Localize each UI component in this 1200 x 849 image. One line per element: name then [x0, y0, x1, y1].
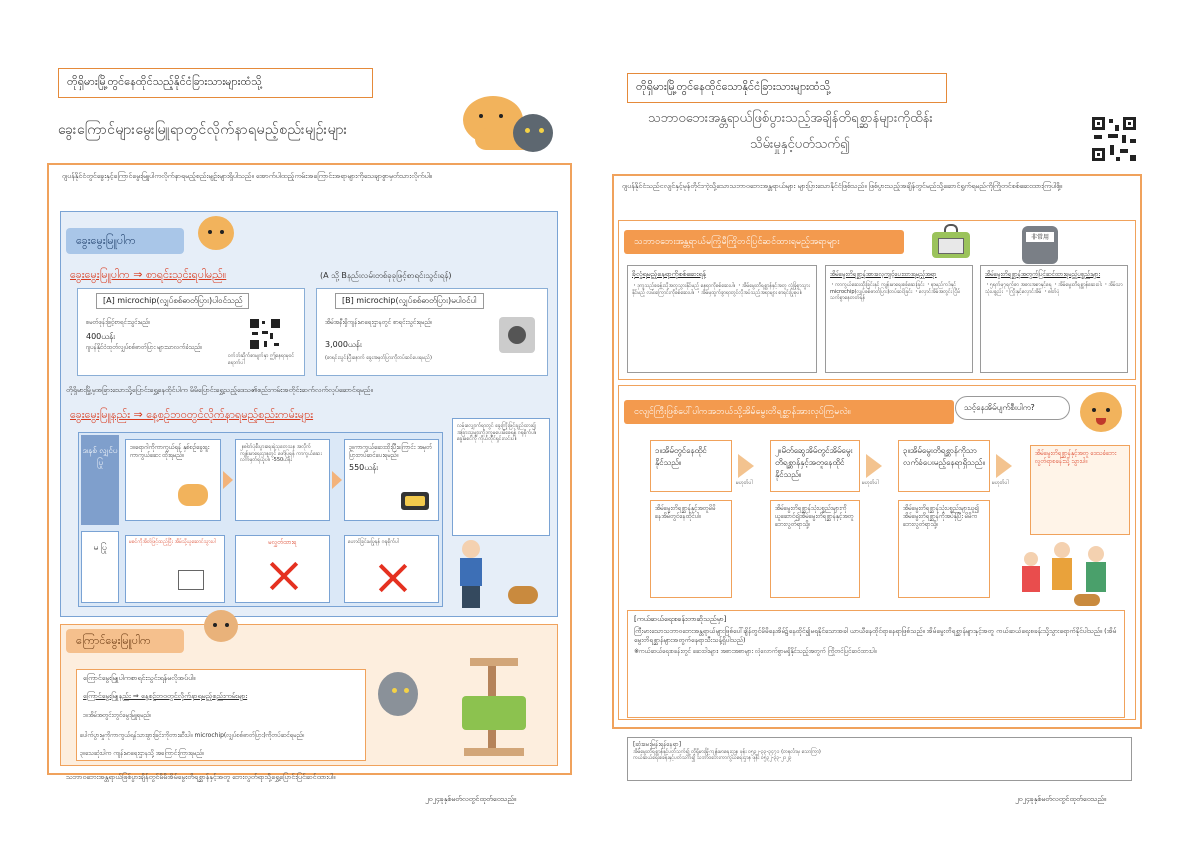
cat-line1: ကြောင်မွေးမြူပါကစာရင်းသွင်းရန်မလိုအပ်ပါ။ — [83, 674, 196, 682]
dog-rules-panel — [78, 432, 443, 607]
cat-mascot-icon — [204, 610, 238, 642]
cat-tower-illustration — [462, 648, 528, 758]
shelter-note: ※ကယ်ဆယ်ရေးစခန်းတွင် ဆေးဝါးများ၊ အစားအစာများ လုံလောက်စွာမရှိနိုင်သည့်အတွက် ကြိုတင်ပြင်ဆင်ထားပါ။ — [634, 647, 877, 655]
prep3-body: ・၅ရက်မှ၇ရက်စာ အစားအစာနှင့်ရေ ・အိမ်မွေးတိရစ္ဆာန်ဆေးဝါး ・အိမ်သာသုံးပစ္စည်း ・ကြိုးနှင့်လှောင်အိမ် ・ဓါတ်ပုံ — [985, 282, 1123, 295]
no-label: မဟုတ်ပါ — [992, 480, 1009, 486]
arrow-icon — [223, 471, 233, 489]
cat-rules-box — [76, 669, 366, 761]
dog-mascot-icon — [1080, 392, 1122, 434]
prep2-title: အိမ်မွေးတိရစ္ဆာန်အားလေ့ကျင့်ပေးထားရမည့်အရာ — [830, 271, 937, 278]
shelter-explanation-box — [627, 610, 1125, 718]
flow-step-1-body — [650, 500, 732, 598]
emergency-bag-icon — [1020, 220, 1060, 264]
flow3-body-text: အိမ်မွေးတိရစ္ဆာန်သုံးပစ္စည်းများယူ၍ အိမ်မွေးတိရစ္ဆာန်ကိုအပ်နှံပြီး မိမိကဘေးလွတ်ရာသို့။ — [903, 505, 980, 528]
left-intro-text: ဂျပန်နိုင်ငံတွင်ခွေးနှင့်ကြောင်မွေးမြူပါကလိုက်နာရမည့်စည်းမျဉ်းများရှိပါသည်။ အောက်ပါထည့်ကမ်းအကြောင်းအရာများကိုသေချာစွာမှတ်သားလိုက်ပါ။ — [62, 172, 432, 180]
step3-text: ၃။ကာကွယ်ဆေးထိုးပြီးကြောင်း အမှတ်ပြားတပ်ဆင်ပေးရမည်။ — [349, 444, 433, 459]
no-label: မဟုတ်ပါ — [862, 480, 879, 486]
right-page-title-line1: သဘာဝဘေးအန္တရာယ်ဖြစ်ပွားသည့်အချိန်တိရစ္ဆာန်များကိုထိန်း — [648, 111, 933, 126]
house-damaged-bubble: သင့်နေအိမ်ပျက်စီးပါက? — [955, 396, 1070, 420]
dont-label: မ ပြု — [81, 531, 119, 603]
right-header-tag: တိုရှိမားမြို့တွင်နေထိုင်သောနိုင်ငံခြားသားများထံသို့ — [627, 73, 947, 103]
arrow-icon — [738, 454, 754, 478]
chip-b-heading: [B] microchip(လျှပ်စစ်ဓာတ်ပြား)မပါဝင်ပါ — [335, 293, 484, 309]
walking-tip-bubble — [452, 418, 550, 536]
dog-rule-step-3 — [344, 439, 439, 521]
person-walking-dog-illustration — [458, 540, 550, 612]
emergency-label: 非常用 — [1026, 232, 1054, 242]
flow-step-3-body — [898, 500, 990, 598]
prep1-title: ခိုလှုံရမည့်နေရာကိုစစ်ဆေးရန် — [632, 270, 707, 278]
dont-rule-1 — [125, 535, 225, 603]
dont1-text: မစင်ကိုအိတ်ဖြင့်ထည့်ပြီး အိမ်သို့ယူဆောင်သွားပါ — [129, 539, 216, 545]
shelter-title: [ကယ်ဆယ်ရေးစခန်းတာဆိုသည်မှာ] — [634, 615, 727, 623]
contact-line2: ကယ်ဆယ်ရေးစခန်းနှင့်ပတ်သက်၍ သဘာဝဘေးကာကွယ်ရေးဌာန ဖုန်း ၀၅၃၂-၃၃-၂၁၂၃ — [633, 755, 792, 762]
cat-line5: ၃။သေဆုံးပါက ကျန်းမာရေးဌာနသို့ အကြောင်းကြားရမည်။ — [80, 750, 205, 757]
step1-text: ၁။ရောဂါကိုကာကွယ်ရန် နှစ်စဉ်ခွေးရူးကာကွယ်ဆေး ထိုးရမည်။ — [130, 444, 210, 459]
dont-rule-3 — [344, 535, 439, 603]
chip-a-line1: စမတ်ဖုန်းဖြင့်စာရင်းသွင်းမည်။ — [86, 319, 151, 326]
prohibited-icon — [270, 562, 298, 590]
chip-a-line2: ဂျပန်နိုင်ငံထုတ်လျှပ်စစ်ဓာတ်ပြား များသာလက်ခံသည်။ — [86, 344, 203, 351]
cat-section-header: ကြောင်မွေးမြူပါက — [66, 629, 184, 653]
prep3-title: အိမ်မွေးတိရစ္ဆာန်အတွက်ပြင်ဆင်ထားရမည့်ပစ္စည်းများ — [985, 271, 1101, 278]
chip-a-qr-note: ဝက်ဘ်ဆိုက်စာမျက်နှာ ဤနေရာမှဝင်ရောက်ပါ — [228, 353, 295, 366]
chip-b-line1: အိမ်အနီးရှိကျန်းမာရေးဌာနတွင် စာရင်းသွင်းရမည်။ — [325, 319, 433, 326]
chip-option-b — [316, 288, 548, 376]
contact-title: [ဆုံးမေးမြန်းရန်နေရာ] — [633, 741, 682, 748]
flow1-body-text: အိမ်မွေးတိရစ္ဆာန်နှင့်အတူမိမိနေအိမ်တွင်နေထိုင်ပါ။ — [655, 505, 716, 520]
dont3-text: ဟောင်ခြင်းမပြုရန် ဂရုစိုက်ပါ — [348, 539, 399, 545]
chip-a-fee: 400ယန်း — [86, 332, 116, 341]
dog-cat-illustration — [455, 88, 565, 158]
house-icon — [178, 570, 204, 590]
cat-line3: ၁။အိမ်အတွင်းတွင်မွေးမြူရမည်။ — [83, 712, 152, 719]
chip-b-line2: (စာရင်းသွင်းပြီးနောက် ခွေးအမှတ်ပြားကိုတပ်ဆင်ပေးရမည်) — [325, 355, 432, 361]
shelter-body: ကြီးမားသောသဘာဝဘေးအန္တရာယ်များဖြစ်ပေါ်ချိန်တွင်မိမိနေအိမ်၌နေထိုင်၍မရနိုင်သောအခါ ယာယီနေထိုင်ရာနေရာဖြစ်သည်။ အိမ်မွေးတိရစ္ဆာန်များနှင့်အတူ ကယ်ဆယ်ရေးစခန်းသို့သွားရောက်နိုင်ပါသည်။ (အိမ်မွေးတိရစ္ဆာန်များအတွက်နေရာသီးသန့်ရှိပါသည်) — [634, 627, 1117, 644]
flow-step-2-head: ၂။မိတ်ဆွေအိမ်တွင်အိမ်မွေးတိရစ္ဆာန်နှင့်အတူနေထိုင်နိုင်သည်။ — [770, 440, 860, 492]
no-label: မဟုတ်ပါ — [736, 480, 753, 486]
earthquake-flow-header: ငလျင်ကြီးဖြစ်ပေါ်ပါကအဘယ်သို့အိမ်မွေးတိရစ္ဆာန်အားလုပ်ကြမလဲ။ — [624, 400, 954, 424]
dog-mascot-icon — [198, 216, 234, 252]
dog-rule-step-2 — [235, 439, 330, 521]
flow-step-3-head: ၃။အိမ်မွေးတိရစ္ဆာန်ကိုသာလက်ခံပေးမည့်နေရာရှိသည်။ — [898, 440, 990, 492]
step3-fee: 550ယန်း — [349, 462, 379, 472]
dog-rule-step-1 — [125, 439, 221, 521]
prohibited-icon — [379, 564, 407, 592]
dont-rule-2 — [235, 535, 330, 603]
chip-option-a — [77, 288, 305, 376]
evacuate-to-shelter-box — [1030, 445, 1130, 535]
contact-line1: အိမ်မွေးတိရစ္ဆာန်နှင့်ပတ်သက်၍ တိုရှိမားမြို့ကျန်းမာရေးဌာန ဖုန်း ၀၅၃၂-၃၃-၃၄၇၁ (တနင်္လာမှ သောကြာ) — [633, 748, 821, 755]
step2-text: ၂။ဓါတ်ပုံစီးပွားရေးရဲ့သုတေသန အလိုက်ကျန်းမာရေးဌာနတွင် ဖော်ပြရန် ကာကွယ်ဆေးလက်မှတ်ရယူပါ။ -550ယန်း — [240, 444, 322, 463]
walking-tip-text: လမ်းလျှောက်ရာတွင် ခွေးကြိုးဖြင့်ချည်ထား၍ အခြားသူများကိုဒုက္ခမပေးမိစေရန် ဂရုစိုက်ပါ။ ခွေးမစင်ကို ကိုယ်တိုင်ရှင်းလင်းပါ။ — [457, 423, 537, 442]
cat-line4: ပေါက်ပွားမှုကိုကာကွယ်ရန်သားဖွားခြင်းကိုတားဆီးပါ။ microchip(လျှပ်စစ်ဓာတ်ပြား)ကိုတပ်ဆင်ရမည်။ — [80, 732, 305, 739]
prep-column-1 — [627, 265, 817, 373]
chip-b-fee: 3,000ယန်း — [325, 340, 362, 349]
dog-icon — [178, 484, 208, 506]
arrow-icon — [332, 471, 342, 489]
dog-tag-icon — [401, 492, 429, 510]
left-footer-note: သဘာဝဘေးအန္တရာယ်ဖြစ်ပွားချိန်တွင်မိမိအိမ်မွေးတိရစ္ဆာန်နှင့်အတူ ဘေးလွတ်ရာသို့ရွှေ့ပြောင်းပြင်ဆင်ထားပါ။ — [66, 773, 336, 781]
dog-tag-icon — [499, 317, 535, 353]
right-intro-text: ဂျပန်နိုင်ငံသည်ငလျင်နှင့်မုန်တိုင်းကဲ့သို့သောသဘာဝဘေးအန္တရာယ်များ များပြားသောနိုင်ငံဖြစ်သည်။ ဖြစ်ပွားသည့်အချိန်တွင်မည်သို့ဆောင်ရွက်ရမည်ကိုကြိုတင်စစ်ဆေးထားကြပါစို့။ — [622, 182, 1063, 190]
flow2-body-text: အိမ်မွေးတိရစ္ဆာန်သုံးပစ္စည်းများကိုယူဆောင်၍အိမ်မွေးတိရစ္ဆာန်နှင့်အတူဘေးလွတ်ရာသို့။ — [775, 505, 854, 528]
dog-registration-footnote: တိုရှိမားမြို့မှအခြားသောသို့ပြောင်းရွှေ့နေထိုင်ပါက မိမိပြောင်းရွှေ့သည့်ဒေသ၏စည်းကမ်းအတိုင်းဆက်လက်လုပ်ဆောင်ရမည်။ — [66, 386, 373, 394]
dog-section-header: ခွေးမွေးမြူပါက — [66, 228, 184, 254]
right-page-title-line2: သိမ်းမှုနှင့်ပတ်သက်၍ — [750, 137, 850, 152]
dont2-text: မလွှတ်ထားရ — [268, 539, 297, 546]
do-label: ဒ၊နစ် လျှင်ပ ပြု — [81, 435, 119, 525]
prep-column-2 — [825, 265, 973, 373]
dog-registration-note: (A သို့ Bနည်းလမ်းတစ်ခုခုဖြင့်စာရင်းသွင်းရန်) — [320, 271, 452, 280]
prep-column-3 — [980, 265, 1128, 373]
flow-step-2-body — [770, 500, 860, 598]
chip-a-heading: [A] microchip(လျှပ်စစ်ဓာတ်ပြား)ပါဝင်သည် — [96, 293, 249, 309]
prep1-body: ・ဒုက္ခသည်စခန်းသို့အတူသွားနိုင်မည့် နေရာကိုစစ်ဆေးပါ။ ・အိမ်မွေးတိရစ္ဆာန်နှင့်အတူ လုံခြုံစွာသွားနိုင်မည့် လမ်းကြောင်းကိုစစ်ဆေးပါ။ ・အိမ်မှထွက်ခွာရာတွင်လိုအပ်သည့်အရာများ စာရင်းပြုစုပါ။ — [632, 283, 810, 296]
prep2-body: ・ကာကွယ်ဆေးထိုးခြင်းနှင့် ကျန်းမာရေးစစ်ဆေးခြင်း ・နာမည်ကဒ်နှင့် microchip(လျှပ်စစ်ဓာတ်ပြား)တပ်ဆင်ခြင်း ・လှောင်အိမ်အတွင်း ငြိမ်သက်စွာနေတတ်ရန် — [830, 282, 961, 301]
evacuating-family-illustration — [1018, 540, 1126, 608]
left-publish-date: ၂၀၂၄ခုနှစ်မတ်လတွင်ထုတ်ဝေသည်။ — [425, 795, 517, 803]
cat-line2: ကြောင်မွေးမြူနည်း ⇒ နေ့စဉ်ဘဝတွင်လိုက်နာရမည့်စည်းကမ်းများ — [83, 692, 248, 700]
preparation-header: သဘာဝဘေးအန္တရာယ်မကြုံမီကြိုတင်ပြင်ဆင်ထားရမည့်အရာများ — [624, 230, 904, 254]
left-page-title: ခွေးကြောင်များမွေးမြူရာတွင်လိုက်နာရမည့်စည်းမျဉ်းများ — [58, 122, 348, 138]
right-publish-date: ၂၀၂၄ခုနှစ်မတ်လတွင်ထုတ်ဝေသည်။ — [1015, 795, 1107, 803]
dog-registration-heading: ခွေးမွေးမြူပါက ⇒ စာရင်းသွင်းရပါမည်။ — [70, 268, 227, 281]
flow-step-1-head: ၁။အိမ်တွင်နေထိုင်နိုင်သည်။ — [650, 440, 732, 492]
contact-info-box — [627, 737, 1132, 781]
left-header-tag: တိုရှိမားမြို့တွင်နေထိုင်သည့်နိုင်ငံခြားသားများထံသို့ — [58, 68, 373, 98]
final-text: အိမ်မွေးတိရစ္ဆာန်နှင့်အတူ ဒေသခံဘေးလွတ်ရာစခန်းသို့ သွားပါ။ — [1035, 450, 1117, 465]
cat-illustration — [370, 660, 430, 722]
qr-code-icon[interactable] — [1090, 115, 1138, 163]
pet-carrier-icon — [932, 224, 970, 258]
arrow-icon — [996, 454, 1012, 478]
qr-code-icon[interactable] — [248, 317, 282, 351]
dog-rules-heading: ခွေးမွေးမြူနည်း ⇒ နေ့စဉ်ဘဝတွင်လိုက်နာရမည့်စည်းကမ်းများ — [70, 408, 314, 421]
arrow-icon — [866, 454, 882, 478]
